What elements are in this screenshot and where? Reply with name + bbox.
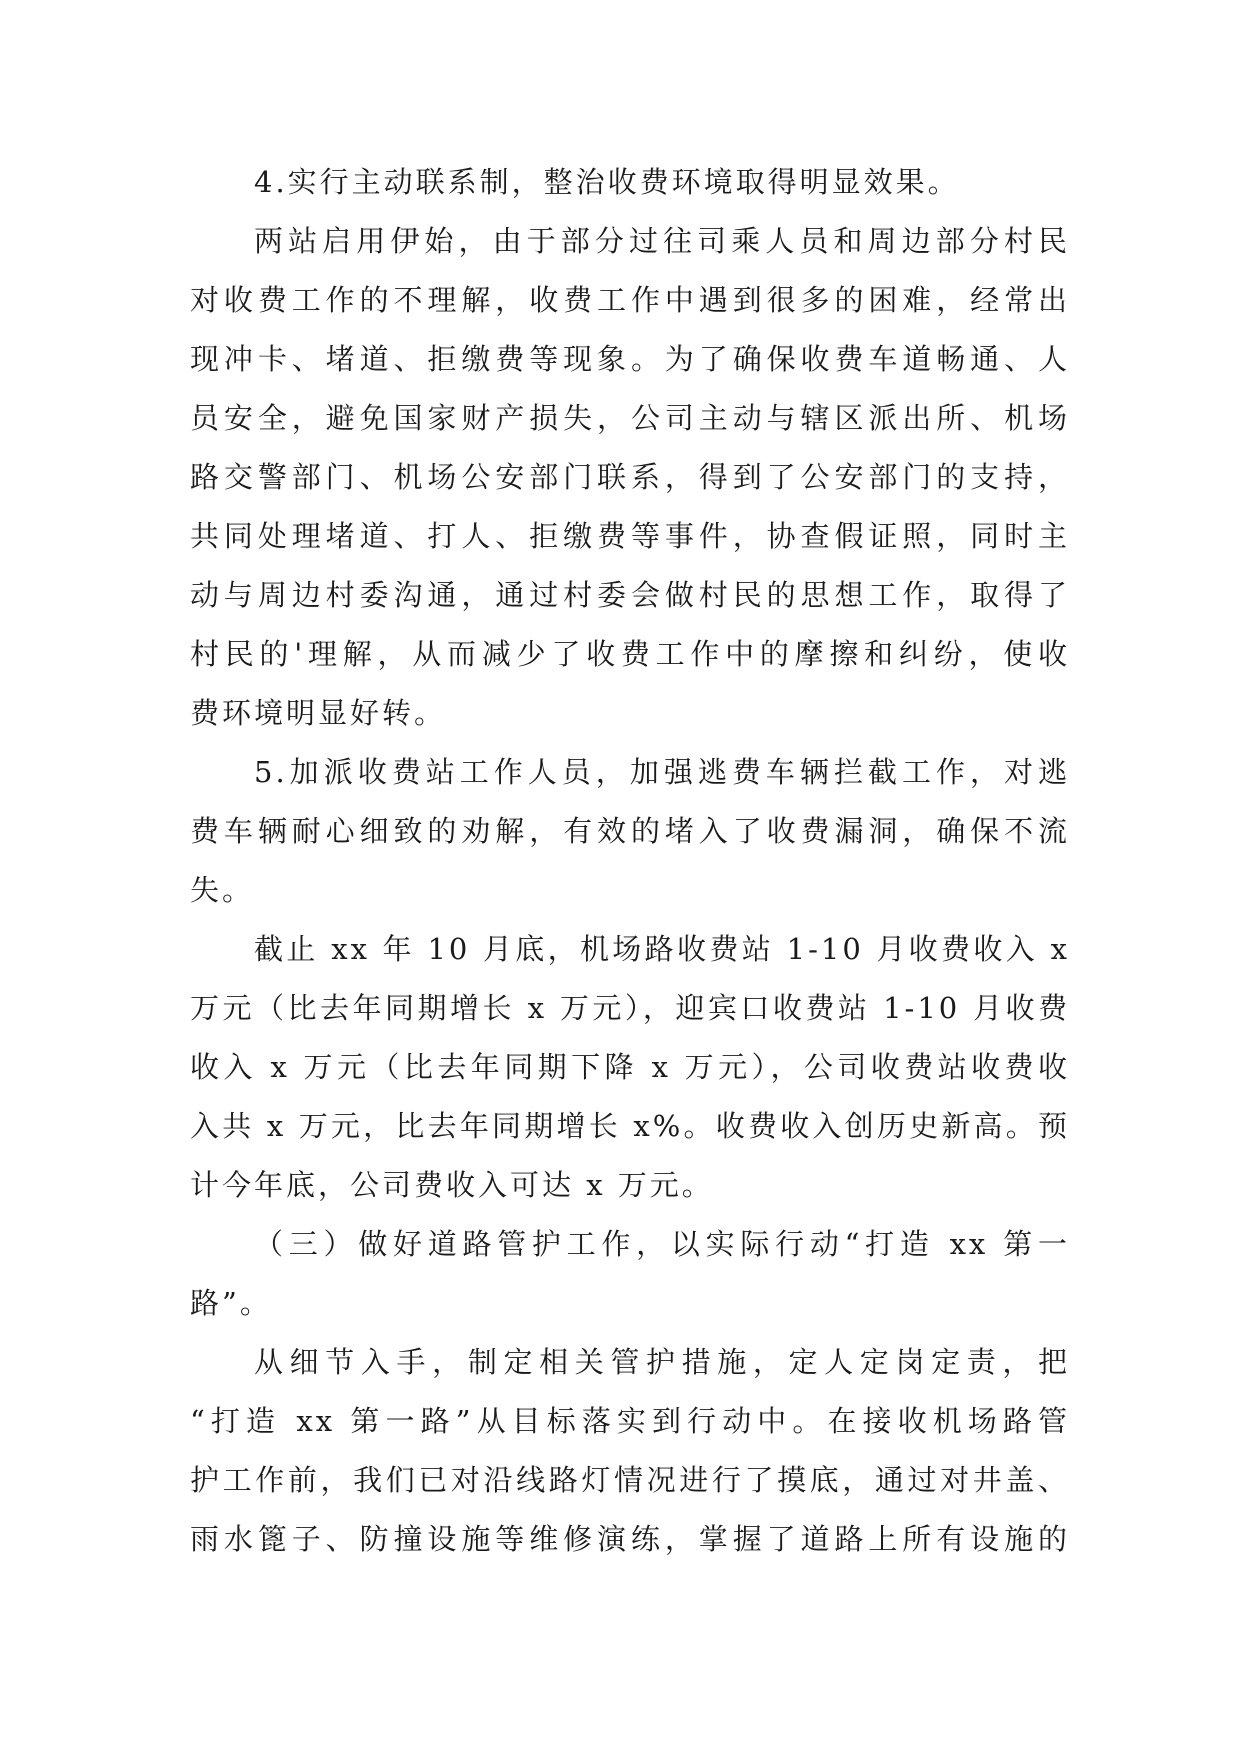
section-heading-3-cont: 路”。	[190, 1286, 272, 1320]
text-line-8: 动与周边村委沟通，通过村委会做村民的思想工作，取得了	[190, 578, 1070, 612]
text-line-13: 失。	[190, 873, 255, 907]
text-line-18: 计今年底，公司费收入可达 x 万元。	[190, 1168, 714, 1202]
text-line-1: 4.实行主动联系制，整治收费环境取得明显效果。	[254, 165, 960, 199]
text-line-9: 村民的'理解，从而减少了收费工作中的摩擦和纠纷，使收	[190, 637, 1070, 671]
text-line-6: 路交警部门、机场公安部门联系，得到了公安部门的支持，	[190, 460, 1070, 494]
text-line-4: 现冲卡、堵道、拒缴费等现象。为了确保收费车道畅通、人	[190, 342, 1070, 376]
text-line-10: 费环境明显好转。	[190, 696, 447, 730]
text-line-15: 万元（比去年同期增长 x 万元），迎宾口收费站 1-10 月收费	[190, 991, 1070, 1025]
text-line-16: 收入 x 万元（比去年同期下降 x 万元），公司收费站收费收	[190, 1050, 1070, 1084]
text-line-24: 雨水篦子、防撞设施等维修演练，掌握了道路上所有设施的	[190, 1522, 1070, 1556]
text-line-21: 从细节入手，制定相关管护措施，定人定岗定责，把	[254, 1345, 1070, 1379]
text-line-3: 对收费工作的不理解，收费工作中遇到很多的困难，经常出	[190, 283, 1070, 317]
text-line-23: 护工作前，我们已对沿线路灯情况进行了摸底，通过对井盖、	[190, 1463, 1070, 1497]
text-line-17: 入共 x 万元，比去年同期增长 x%。收费收入创历史新高。预	[190, 1109, 1070, 1143]
text-line-2: 两站启用伊始，由于部分过往司乘人员和周边部分村民	[254, 224, 1070, 258]
text-line-7: 共同处理堵道、打人、拒缴费等事件，协查假证照，同时主	[190, 519, 1070, 553]
section-heading-3: （三）做好道路管护工作，以实际行动“打造 xx 第一	[254, 1227, 1070, 1261]
text-line-14: 截止 xx 年 10 月底，机场路收费站 1-10 月收费收入 x	[254, 932, 1070, 966]
text-line-11: 5.加派收费站工作人员，加强逃费车辆拦截工作，对逃	[254, 755, 1070, 789]
text-line-12: 费车辆耐心细致的劝解，有效的堵入了收费漏洞，确保不流	[190, 814, 1070, 848]
text-line-22: “打造 xx 第一路”从目标落实到行动中。在接收机场路管	[190, 1404, 1070, 1438]
text-line-5: 员安全，避免国家财产损失，公司主动与辖区派出所、机场	[190, 401, 1070, 435]
